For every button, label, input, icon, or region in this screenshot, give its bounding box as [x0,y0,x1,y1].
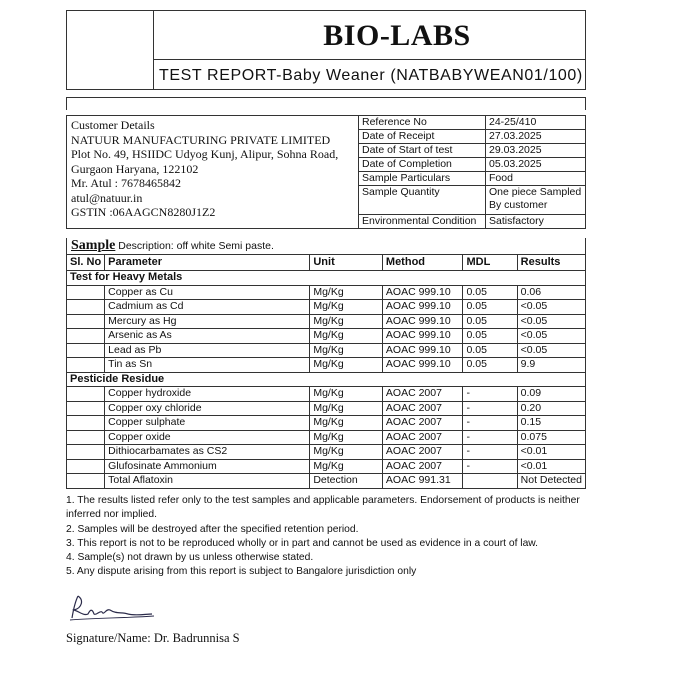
cell-unit: Mg/Kg [310,445,383,460]
cell-parameter: Dithiocarbamates as CS2 [105,445,310,460]
cell-method: AOAC 2007 [382,445,463,460]
cell-sl [67,358,105,373]
cell-unit: Mg/Kg [310,343,383,358]
cell-parameter: Copper as Cu [105,285,310,300]
cell-unit: Detection [310,474,383,489]
reference-value: 24-25/410 [486,116,586,130]
table-row [67,329,586,344]
handwritten-signature [66,592,156,626]
note-item: 2. Samples will be destroyed after the specified retention period. [66,523,359,535]
cell-method: AOAC 991.31 [382,474,463,489]
cell-mdl: 0.05 [463,343,517,358]
results-body [67,271,586,489]
cell-method: AOAC 2007 [382,416,463,431]
table-row [67,430,586,445]
cell-result: <0.01 [517,459,585,474]
cell-result: 0.09 [517,387,585,402]
cell-unit: Mg/Kg [310,416,383,431]
cell-mdl: - [463,459,517,474]
cell-parameter: Copper sulphate [105,416,310,431]
table-row [67,285,586,300]
cell-parameter: Glufosinate Ammonium [105,459,310,474]
cell-method: AOAC 999.10 [382,343,463,358]
reference-label: Sample Particulars [359,172,486,186]
cell-unit: Mg/Kg [310,401,383,416]
cell-parameter: Tin as Sn [105,358,310,373]
cell-mdl: - [463,416,517,431]
reference-label: Environmental Condition [359,215,486,229]
reference-value: 29.03.2025 [486,144,586,158]
cell-method: AOAC 999.10 [382,314,463,329]
table-row [67,474,586,489]
customer-info-table [66,115,586,229]
cell-parameter: Total Aflatoxin [105,474,310,489]
results-header-row [67,255,586,271]
reference-value: One piece Sampled By customer [486,186,586,215]
cell-parameter: Lead as Pb [105,343,310,358]
cell-result: 0.06 [517,285,585,300]
reference-table [359,116,585,228]
cell-method: AOAC 2007 [382,459,463,474]
cell-result: <0.05 [517,314,585,329]
cell-result: Not Detected [517,474,585,489]
reference-value: Food [486,172,586,186]
cell-mdl: - [463,387,517,402]
cell-sl [67,343,105,358]
signature-name: Signature/Name: Dr. Badrunnisa S [66,631,240,645]
cell-unit: Mg/Kg [310,430,383,445]
cell-sl [67,314,105,329]
cell-sl [67,416,105,431]
customer-line: atul@natuur.in [71,190,143,205]
column-header: Sl. No [67,255,105,271]
cell-method: AOAC 999.10 [382,300,463,315]
reference-value: Satisfactory [486,215,586,229]
table-row [67,387,586,402]
cell-result: <0.05 [517,300,585,315]
cell-parameter: Copper oxide [105,430,310,445]
sample-description [66,238,586,254]
cell-unit: Mg/Kg [310,459,383,474]
reference-label: Date of Start of test [359,144,486,158]
note-item: 1. The results listed refer only to the test samples and applicable parameters. Endorsement of products is neither inferred nor implied. [66,495,580,521]
table-row [67,445,586,460]
cell-unit: Mg/Kg [310,329,383,344]
reference-details [359,116,586,229]
sample-description-text: Description: off white Semi paste. [115,240,274,252]
section-row [67,372,586,387]
cell-mdl: - [463,445,517,460]
table-row [67,459,586,474]
note-item: 5. Any dispute arising from this report is subject to Bangalore jurisdiction only [66,566,417,578]
cell-sl [67,285,105,300]
cell-unit: Mg/Kg [310,285,383,300]
section-title: Pesticide Residue [67,372,586,387]
cell-parameter: Arsenic as As [105,329,310,344]
cell-unit: Mg/Kg [310,300,383,315]
cell-result: 0.20 [517,401,585,416]
customer-heading: Customer Details [71,118,155,132]
cell-unit: Mg/Kg [310,387,383,402]
cell-parameter: Copper oxy chloride [105,401,310,416]
column-header: MDL [463,255,517,271]
header-divider [153,11,154,89]
column-header: Method [382,255,463,271]
cell-mdl: - [463,401,517,416]
cell-method: AOAC 2007 [382,387,463,402]
report-title: TEST REPORT-Baby Weaner (NATBABYWEAN01/100) [159,67,583,84]
cell-mdl: 0.05 [463,285,517,300]
cell-method: AOAC 999.10 [382,358,463,373]
report-notes [66,494,586,580]
cell-sl [67,401,105,416]
cell-sl [67,300,105,315]
cell-mdl [463,474,517,489]
note-item: 4. Sample(s) not drawn by us unless otherwise stated. [66,552,314,564]
cell-method: AOAC 999.10 [382,285,463,300]
cell-method: AOAC 2007 [382,430,463,445]
report-header [66,10,586,90]
header-divider [153,59,585,60]
results-table [66,254,586,489]
cell-parameter: Mercury as Hg [105,314,310,329]
cell-sl [67,387,105,402]
cell-mdl: 0.05 [463,314,517,329]
reference-label: Sample Quantity [359,186,486,215]
reference-label: Date of Completion [359,158,486,172]
table-row [67,314,586,329]
customer-line: Plot No. 49, HSIIDC Udyog Kunj, Alipur, Sohna Road, [71,147,339,161]
cell-result: <0.01 [517,445,585,460]
cell-result: <0.05 [517,343,585,358]
cell-unit: Mg/Kg [310,314,383,329]
customer-line: GSTIN :06AAGCN8280J1Z2 [71,205,216,219]
reference-value: 05.03.2025 [486,158,586,172]
sample-word: Sample [71,238,116,253]
cell-result: <0.05 [517,329,585,344]
table-row [67,401,586,416]
cell-unit: Mg/Kg [310,358,383,373]
lab-name: BIO-LABS [323,19,471,52]
cell-sl [67,474,105,489]
customer-line: Mr. Atul : 7678465842 [71,176,182,190]
table-row [67,300,586,315]
cell-mdl: 0.05 [463,329,517,344]
column-header: Parameter [105,255,310,271]
section-row [67,271,586,286]
customer-line: Gurgaon Haryana, 122102 [71,161,199,176]
column-header: Results [517,255,585,271]
cell-method: AOAC 2007 [382,401,463,416]
cell-parameter: Copper hydroxide [105,387,310,402]
cell-sl [67,459,105,474]
table-row [67,358,586,373]
table-row [67,416,586,431]
reference-label: Date of Receipt [359,130,486,144]
cell-mdl: - [463,430,517,445]
note-item: 3. This report is not to be reproduced wholly or in part and cannot be used as evidence in a court of law. [66,537,539,549]
reference-value: 27.03.2025 [486,130,586,144]
cell-sl [67,329,105,344]
customer-details [67,116,359,229]
customer-line: NATUUR MANUFACTURING PRIVATE LIMITED [71,132,331,147]
cell-result: 0.075 [517,430,585,445]
cell-parameter: Cadmium as Cd [105,300,310,315]
reference-label: Reference No [359,116,486,130]
section-title: Test for Heavy Metals [67,271,586,286]
cell-method: AOAC 999.10 [382,329,463,344]
cell-mdl: 0.05 [463,358,517,373]
cell-result: 9.9 [517,358,585,373]
cell-result: 0.15 [517,416,585,431]
cell-sl [67,430,105,445]
spacer-row [66,97,586,110]
column-header: Unit [310,255,383,271]
cell-sl [67,445,105,460]
table-row [67,343,586,358]
cell-mdl: 0.05 [463,300,517,315]
